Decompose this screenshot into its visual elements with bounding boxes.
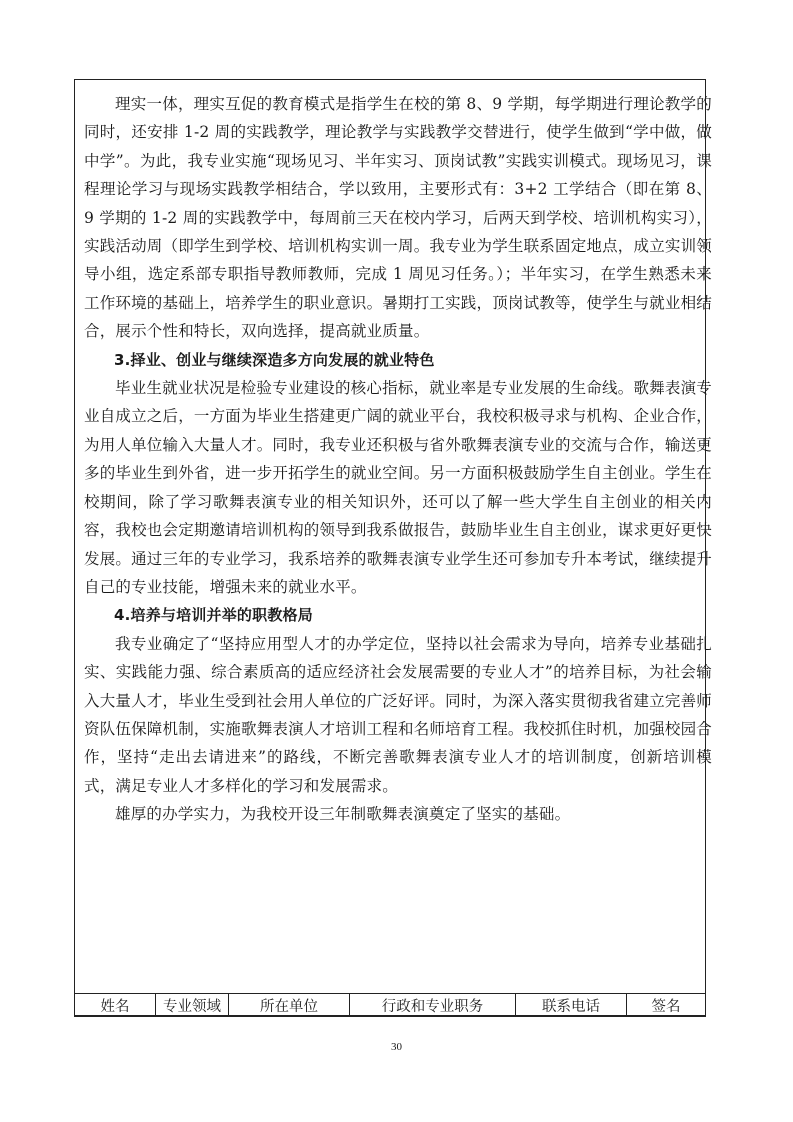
section-heading-3: 3.择业、创业与继续深造多方向发展的就业特色: [114, 350, 435, 369]
section-heading-4: 4.培养与培训并举的职教格局: [114, 606, 313, 625]
signature-table: [74, 993, 706, 1017]
paragraph-practice-model: 理实一体，理实互促的教育模式是指学生在校的第 8、9 学期，每学期进行理论教学的同时，还安排 1-2 周的实践教学，理论教学与实践教学交替进行，使学生做到“学中做，做中学”。为此，我专业实施“现场见习、半年实习、顶岗试教”实践实训模式。现场见习，课程理论学习与现场实践教学相结合，学以致用，主要形式有：3+2 工学结合（即在第 8、9 学期的 1-2 周的实践教学中，每周前三天在校内学习，后两天到学校、培训机构实习），实践活动周（即学生到学校、培训机构实训一周。我专业为学生联系固定地点，成立实训领导小组，选定系部专职指导教师教师，完成 1 周见习任务。）；半年实习，在学生熟悉未来工作环境的基础上，培养学生的职业意识。暑期打工实践，顶岗试教等，使学生与就业相结合，展示个性和特长，双向选择，提高就业质量。: [84, 95, 713, 341]
paragraph-conclusion: 雄厚的办学实力，为我校开设三年制歌舞表演奠定了坚实的基础。: [115, 805, 571, 824]
table-header-row: [75, 994, 706, 1017]
page-number: 30: [391, 1041, 402, 1053]
header-unit: 所在单位: [229, 994, 350, 1017]
paragraph-employment: 毕业生就业状况是检验专业建设的核心指标，就业率是专业发展的生命线。歌舞表演专业自成立之后，一方面为毕业生搭建更广阔的就业平台，我校积极寻求与机构、企业合作，为用人单位输入大量人才。同时，我专业还积极与省外歌舞表演专业的交流与合作，输送更多的毕业生到外省，进一步开拓学生的就业空间。另一方面积极鼓励学生自主创业。学生在校期间，除了学习歌舞表演专业的相关知识外，还可以了解一些大学生自主创业的相关内容，我校也会定期邀请培训机构的领导到我系做报告，鼓励毕业生自主创业，谋求更好更快发展。通过三年的专业学习，我系培养的歌舞表演专业学生还可参加专升本考试，继续提升自己的专业技能，增强未来的就业水平。: [84, 379, 713, 596]
header-position: 行政和专业职务: [350, 994, 516, 1017]
paragraph-training: 我专业确定了“坚持应用型人才的办学定位，坚持以社会需求为导向，培养专业基础扎实、实践能力强、综合素质高的适应经济社会发展需要的专业人才”的培养目标，为社会输入大量人才，毕业生受到社会用人单位的广泛好评。同时，为深入落实贯彻我省建立完善师资队伍保障机制，实施歌舞表演人才培训工程和名师培育工程。我校抓住时机，加强校园合作，坚持“走出去请进来”的路线，不断完善歌舞表演专业人才的培训制度，创新培训模式，满足专业人才多样化的学习和发展需求。: [84, 634, 713, 795]
header-name: 姓名: [75, 994, 156, 1017]
header-field: 专业领域: [156, 994, 229, 1017]
header-signature: 签名: [627, 994, 706, 1017]
document-body: [84, 90, 712, 829]
header-phone: 联系电话: [516, 994, 627, 1017]
